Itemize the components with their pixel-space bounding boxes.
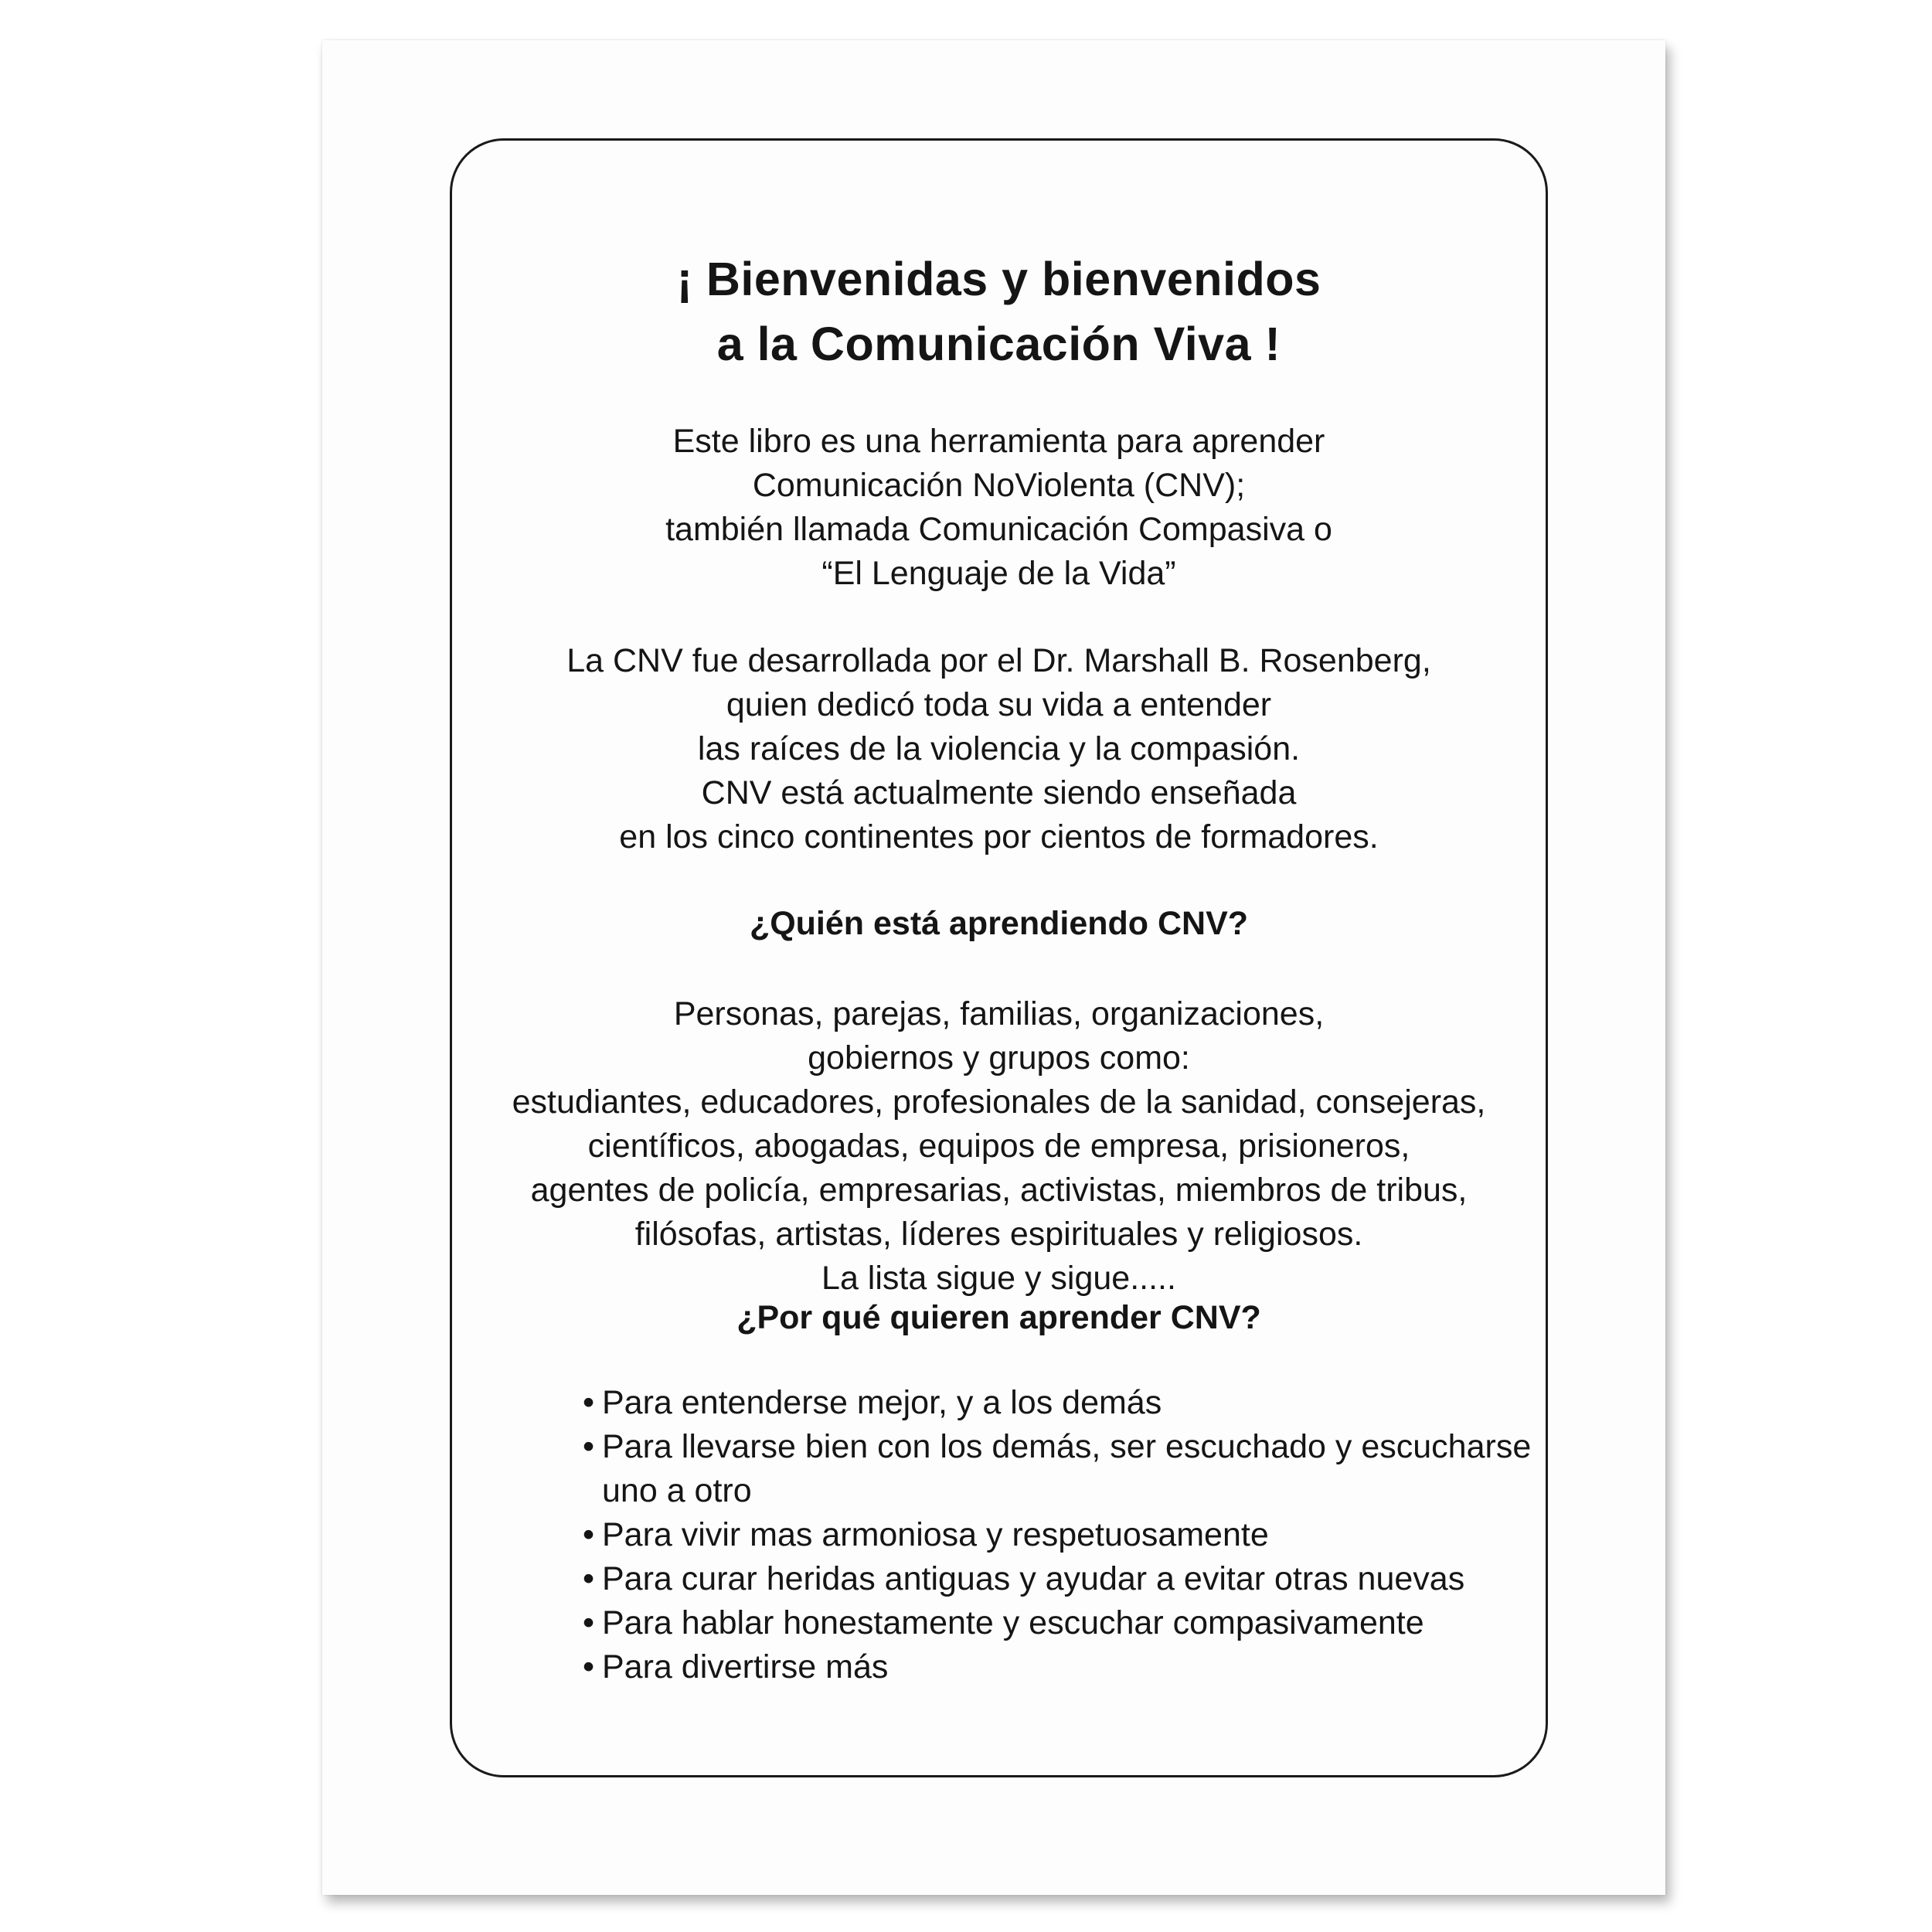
bullet-icon: • [583,1384,595,1421]
bullet-icon: • [583,1604,595,1641]
title-line-1: ¡ Bienvenidas y bienvenidos [676,253,1321,305]
who-paragraph [450,992,1548,1301]
document-page [322,40,1665,1895]
title-line-2: a la Comunicación Viva ! [716,318,1281,370]
list-item-text: Para vivir mas armoniosa y respetuosamente [602,1516,1269,1553]
who-heading: ¿Quién está aprendiendo CNV? [749,905,1249,942]
list-item [583,1425,1541,1513]
list-item-text: Para llevarse bien con los demás, ser escuchado y escucharse uno a otro [602,1428,1532,1509]
history-line: quien dedicó toda su vida a entender [726,686,1272,723]
list-item [583,1557,1541,1601]
list-item-text: Para hablar honestamente y escuchar compasivamente [602,1604,1424,1641]
who-line: gobiernos y grupos como: [808,1039,1190,1077]
list-item-text: Para entenderse mejor, y a los demás [602,1384,1162,1421]
who-line: Personas, parejas, familias, organizaciones, [673,995,1325,1032]
list-item-text: Para curar heridas antiguas y ayudar a evitar otras nuevas [602,1560,1465,1597]
intro-line: Comunicación NoViolenta (CNV); [752,467,1246,504]
history-line: CNV está actualmente siendo enseñada [701,774,1297,811]
who-line: estudiantes, educadores, profesionales de la sanidad, consejeras, [512,1083,1486,1121]
history-paragraph [450,639,1548,859]
history-line: La CNV fue desarrollada por el Dr. Marshall B. Rosenberg, [566,642,1431,679]
reasons-list [583,1381,1541,1689]
bullet-icon: • [583,1516,595,1553]
list-item [583,1513,1541,1557]
intro-line: “El Lenguaje de la Vida” [821,555,1176,592]
history-line: las raíces de la violencia y la compasión. [697,730,1301,767]
who-line: La lista sigue y sigue..... [821,1260,1176,1297]
list-item [583,1645,1541,1689]
bullet-icon: • [583,1560,595,1597]
bullet-icon: • [583,1648,595,1685]
who-line: filósofas, artistas, líderes espirituales y religiosos. [634,1216,1363,1253]
intro-line: Este libro es una herramienta para aprender [672,423,1325,460]
bullet-icon: • [583,1428,595,1465]
page-title [450,247,1548,376]
list-item-text: Para divertirse más [602,1648,889,1685]
list-item [583,1381,1541,1425]
list-item [583,1601,1541,1645]
intro-paragraph [450,420,1548,596]
who-line: científicos, abogadas, equipos de empresa, prisioneros, [587,1128,1410,1165]
intro-line: también llamada Comunicación Compasiva o [665,511,1332,548]
why-heading: ¿Por qué quieren aprender CNV? [736,1299,1261,1336]
history-line: en los cinco continentes por cientos de formadores. [619,818,1379,855]
who-line: agentes de policía, empresarias, activistas, miembros de tribus, [530,1172,1468,1209]
